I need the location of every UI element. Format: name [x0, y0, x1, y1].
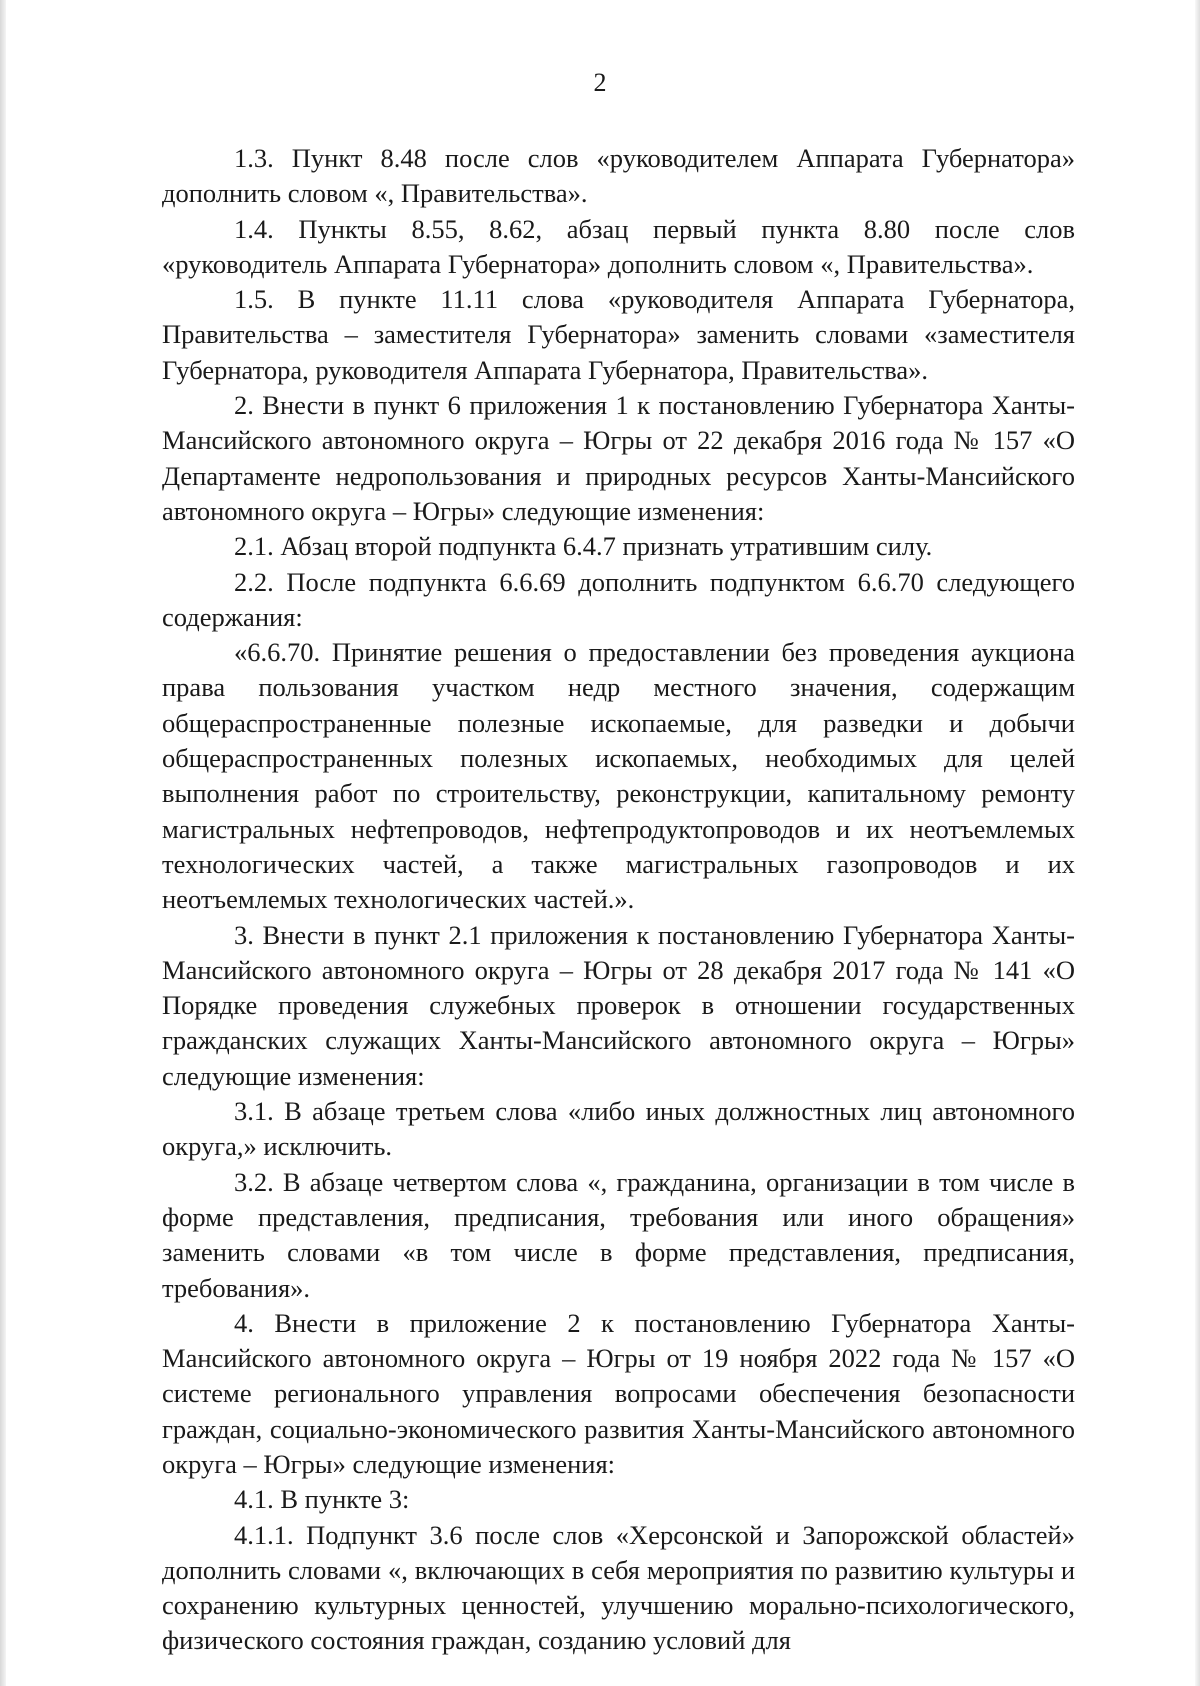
- scan-edge-left: [0, 0, 6, 1686]
- paragraph-2-2: 2.2. После подпункта 6.6.69 дополнить подпунктом 6.6.70 следующего содержания:: [162, 566, 1075, 632]
- paragraph-4: 4. Внести в приложение 2 к постановлению Губернатора Ханты-Мансийского автономного округа – Югры от 19 ноября 2022 года № 157 «О системе регионального управления вопросами обеспечения безопасности граждан, социально-экономического развития Ханты-Мансийского автономного округа – Югры» следующие изменения:: [162, 1307, 1075, 1479]
- paragraph-3-1: 3.1. В абзаце третьем слова «либо иных должностных лиц автономного округа,» исключить.: [162, 1096, 1075, 1162]
- paragraph-3: 3. Внести в пункт 2.1 приложения к постановлению Губернатора Ханты-Мансийского автономного округа – Югры от 28 декабря 2017 года № 141 «О Порядке проведения служебных проверок в отношении государственных гражданских служащих Ханты-Мансийского автономного округа – Югры» следующие изменения:: [162, 919, 1075, 1091]
- paragraph-1-5: 1.5. В пункте 11.11 слова «руководителя Аппарата Губернатора, Правительства – заместителя Губернатора» заменить словами «заместителя Губернатора, руководителя Аппарата Губернатора, Правительства».: [162, 284, 1075, 385]
- paragraph-4-1: 4.1. В пункте 3:: [234, 1484, 410, 1515]
- paragraph-1-3: 1.3. Пункт 8.48 после слов «руководителем Аппарата Губернатора» дополнить словом «, Правительства».: [162, 143, 1075, 209]
- document-body: [162, 141, 1075, 1659]
- paragraph-3-2: 3.2. В абзаце четвертом слова «, гражданина, организации в том числе в форме представления, предписания, требования или иного обращения» заменить словами «в том числе в форме представления, предписания, требования».: [162, 1166, 1075, 1303]
- paragraph-1-4: 1.4. Пункты 8.55, 8.62, абзац первый пункта 8.80 после слов «руководитель Аппарата Губернатора» дополнить словом «, Правительства».: [162, 213, 1075, 279]
- scan-edge-right: [1195, 0, 1200, 1686]
- paragraph-2-1: 2.1. Абзац второй подпункта 6.4.7 признать утратившим силу.: [234, 531, 933, 562]
- paragraph-2: 2. Внести в пункт 6 приложения 1 к постановлению Губернатора Ханты-Мансийского автономного округа – Югры от 22 декабря 2016 года № 157 «О Департаменте недропользования и природных ресурсов Ханты-Мансийского автономного округа – Югры» следующие изменения:: [162, 390, 1075, 526]
- paragraph-4-1-1: 4.1.1. Подпункт 3.6 после слов «Херсонской и Запорожской областей» дополнить словами «, включающих в себя мероприятия по развитию культуры и сохранению культурных ценностей, улучшению морально-психологического, физического состояния граждан, созданию условий для: [162, 1519, 1075, 1656]
- page-number: 2: [593, 68, 607, 97]
- paragraph-6-6-70-quote: «6.6.70. Принятие решения о предоставлении без проведения аукциона права пользования участком недр местного значения, содержащим общераспространенные полезные ископаемые, для разведки и добычи общераспространенных полезных ископаемых, необходимых для целей выполнения работ по строительству, реконструкции, капитальному ремонту магистральных нефтепроводов, нефтепродуктопроводов и их неотъемлемых технологических частей, а также магистральных газопроводов и их неотъемлемых технологических частей.».: [162, 637, 1075, 915]
